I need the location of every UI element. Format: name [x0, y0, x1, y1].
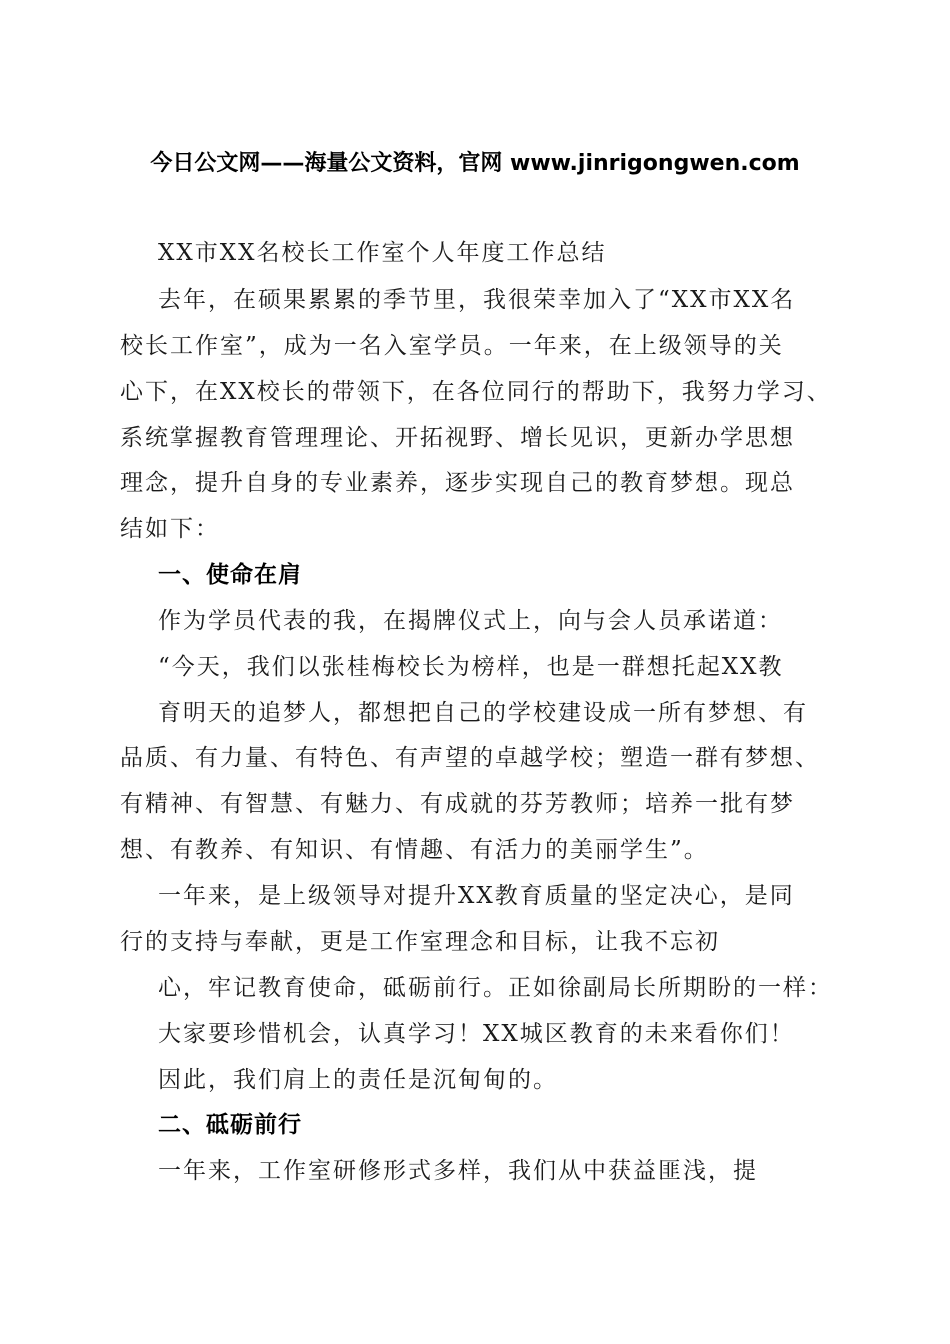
- quote-line: 想、有教养、有知识、有情趣、有活力的美丽学生”。: [120, 837, 709, 863]
- paragraph-line: 因此，我们肩上的责任是沉甸甸的。: [158, 1067, 558, 1093]
- paragraph-line: 理念，提升自身的专业素养，逐步实现自己的教育梦想。现总: [120, 470, 795, 496]
- section-heading: 二、砥砺前行: [158, 1112, 302, 1138]
- paragraph-line: 行的支持与奉献，更是工作室理念和目标，让我不忘初: [120, 929, 720, 955]
- paragraph-line: 作为学员代表的我，在揭牌仪式上，向与会人员承诺道：: [158, 608, 783, 634]
- quote-line: 育明天的追梦人，都想把自己的学校建设成一所有梦想、有: [158, 700, 808, 726]
- paragraph-line: 一年来，工作室研修形式多样，我们从中获益匪浅，提: [158, 1158, 758, 1184]
- quote-line: 品质、有力量、有特色、有声望的卓越学校；塑造一群有梦想、: [120, 745, 820, 771]
- paragraph-line: 心下，在XX校长的带领下，在各位同行的帮助下，我努力学习、: [120, 379, 832, 405]
- paragraph-line: 结如下：: [120, 516, 220, 542]
- quote-line: “今天，我们以张桂梅校长为榜样，也是一群想托起XX教: [158, 654, 784, 680]
- paragraph-line: 系统掌握教育管理理论、开拓视野、增长见识，更新办学思想: [120, 425, 795, 451]
- section-heading: 一、使命在肩: [158, 562, 302, 588]
- paragraph-line: 心，牢记教育使命，砥砺前行。正如徐副局长所期盼的一样：: [158, 975, 833, 1001]
- paragraph-line: 一年来，是上级领导对提升XX教育质量的坚定决心，是同: [158, 883, 795, 909]
- paragraph-line: 去年，在硕果累累的季节里，我很荣幸加入了“XX市XX名: [158, 287, 796, 313]
- page-header: 今日公文网——海量公文资料，官网 www.jinrigongwen.com: [150, 151, 800, 176]
- paragraph-line: 校长工作室”，成为一名入室学员。一年来，在上级领导的关: [120, 333, 784, 359]
- quote-line: 有精神、有智慧、有魅力、有成就的芬芳教师；培养一批有梦: [120, 791, 795, 817]
- document-title: XX市XX名校长工作室个人年度工作总结: [158, 240, 607, 266]
- paragraph-line: 大家要珍惜机会，认真学习！XX城区教育的未来看你们！: [158, 1021, 795, 1047]
